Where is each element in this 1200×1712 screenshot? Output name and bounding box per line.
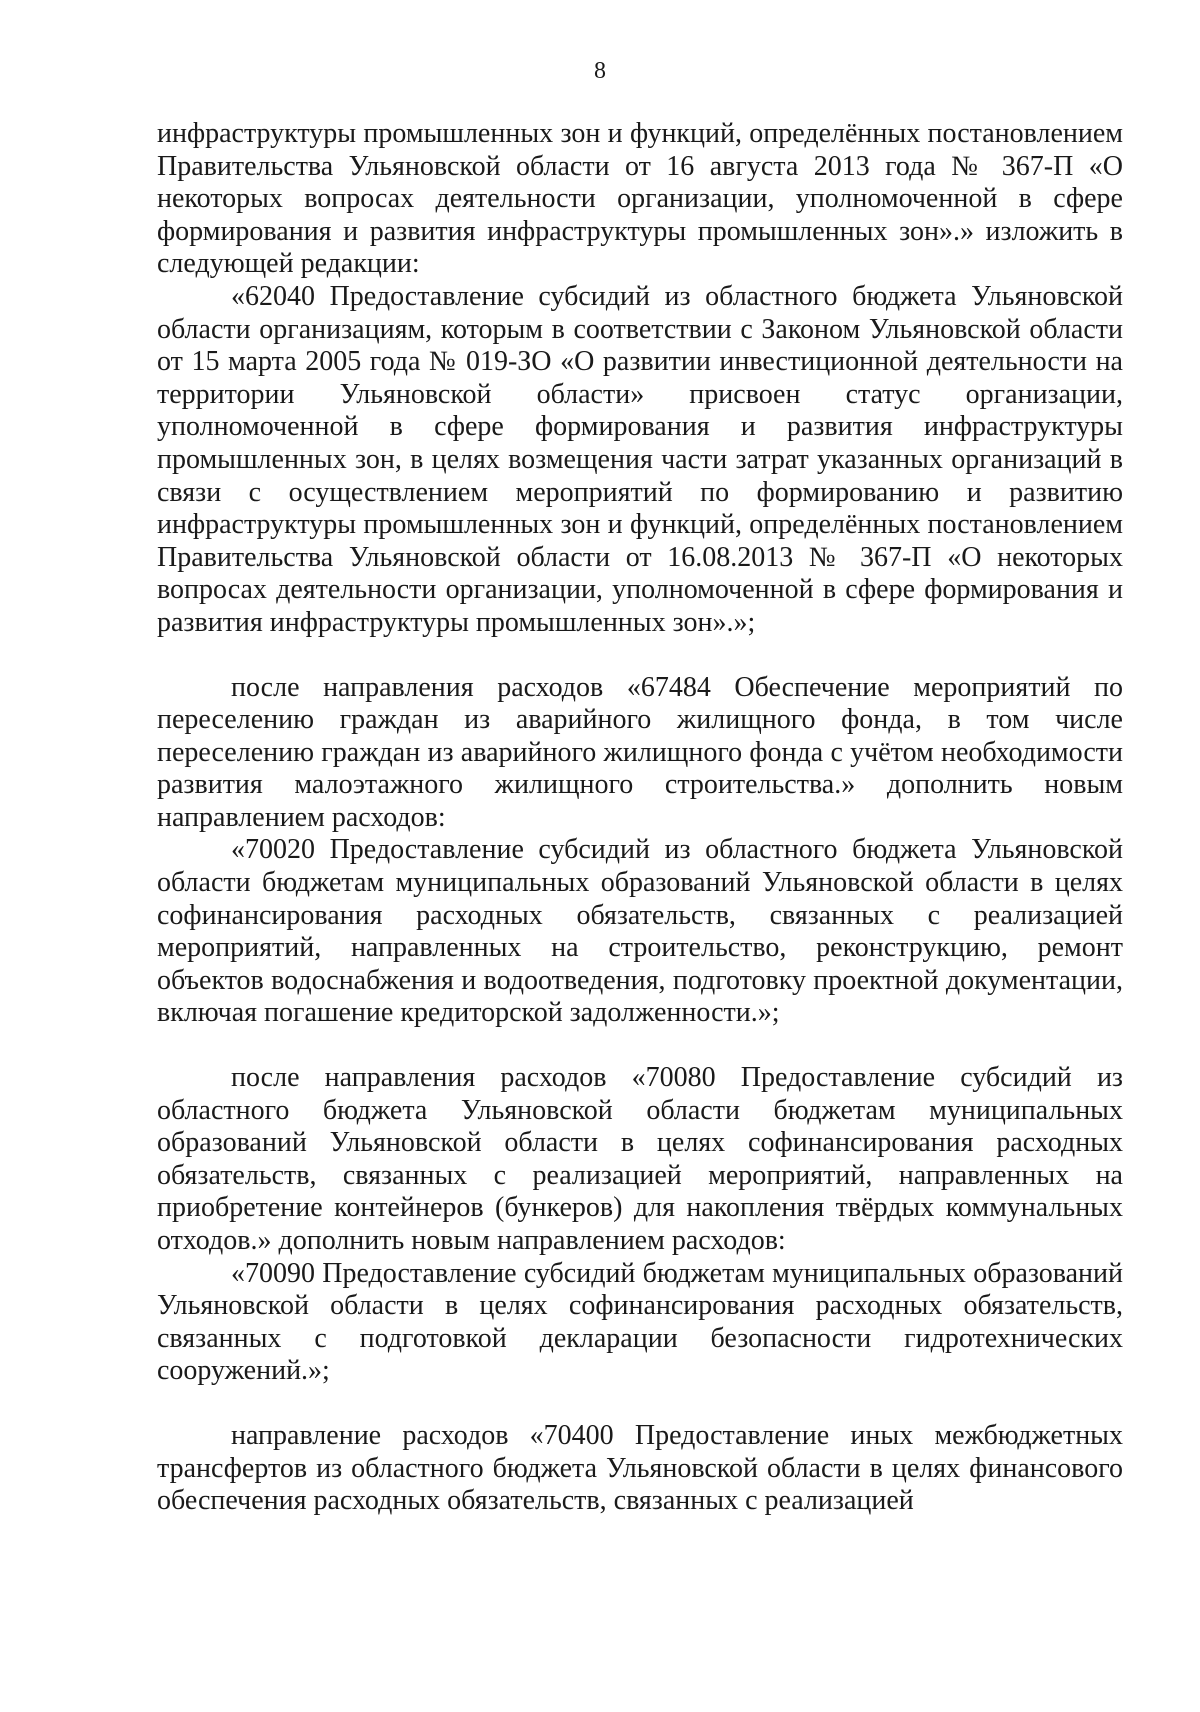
paragraph-intro-70090: после направления расходов «70080 Предоставление субсидий из областного бюджета Ульяновской области бюджетам муниципальных образований Ульяновской области в целях софинансирования расходных обязательств, связанных с реализацией мероприятий, направленных на приобретение контейнеров (бункеров) для накопления твёрдых коммунальных отходов.» дополнить новым направлением расходов: <box>157 1062 1123 1256</box>
paragraph-62040-text: «62040 Предоставление субсидий из областного бюджета Ульяновской области организациям, которым в соответствии с Законом Ульяновской области от 15 марта 2005 года № 019-ЗО «О развитии инвестиционной деятельности на территории Ульяновской области» присвоен статус организации, уполномоченной в сфере формирования и развития инфраструктуры промышленных зон, в целях возмещения части затрат указанных организаций в связи с осуществлением мероприятий по формированию и развитию инфраструктуры промышленных зон и функций, определённых постановлением Правительства Ульяновской области от 16.08.2013 № 367-П «О некоторых вопросах деятельности организации, уполномоченной в сфере формирования и развития инфраструктуры промышленных зон».»; <box>157 280 1123 638</box>
document-body <box>157 118 1123 1518</box>
page-number: 8 <box>594 58 606 84</box>
paragraph-70020-text: «70020 Предоставление субсидий из областного бюджета Ульяновской области бюджетам муниципальных образований Ульяновской области в целях софинансирования расходных обязательств, связанных с реализацией мероприятий, направленных на строительство, реконструкцию, ремонт объектов водоснабжения и водоотведения, подготовку проектной документации, включая погашение кредиторской задолженности.»; <box>157 834 1123 1029</box>
paragraph-70090-text: «70090 Предоставление субсидий бюджетам муниципальных образований Ульяновской области в целях софинансирования расходных обязательств, связанных с подготовкой декларации безопасности гидротехнических сооружений.»; <box>157 1257 1123 1387</box>
paragraph-intro-70400: направление расходов «70400 Предоставление иных межбюджетных трансфертов из областного бюджета Ульяновской области в целях финансового обеспечения расходных обязательств, связанных с реализацией <box>157 1419 1123 1517</box>
section-70020 <box>157 672 1123 1031</box>
section-70090 <box>157 1062 1123 1388</box>
paragraph-intro-70020: после направления расходов «67484 Обеспечение мероприятий по переселению граждан из аварийного жилищного фонда, в том числе переселению граждан из аварийного жилищного фонда с учётом необходимости развития малоэтажного жилищного строительства.» дополнить новым направлением расходов: <box>157 671 1123 833</box>
section-70400 <box>157 1420 1123 1518</box>
paragraph-intro-62040: инфраструктуры промышленных зон и функций, определённых постановлением Правительства Ульяновской области от 16 августа 2013 года № 367-П «О некоторых вопросах деятельности организации, уполномоченной в сфере формирования и развития инфраструктуры промышленных зон».» изложить в следующей редакции: <box>157 118 1123 280</box>
section-62040 <box>157 118 1123 640</box>
